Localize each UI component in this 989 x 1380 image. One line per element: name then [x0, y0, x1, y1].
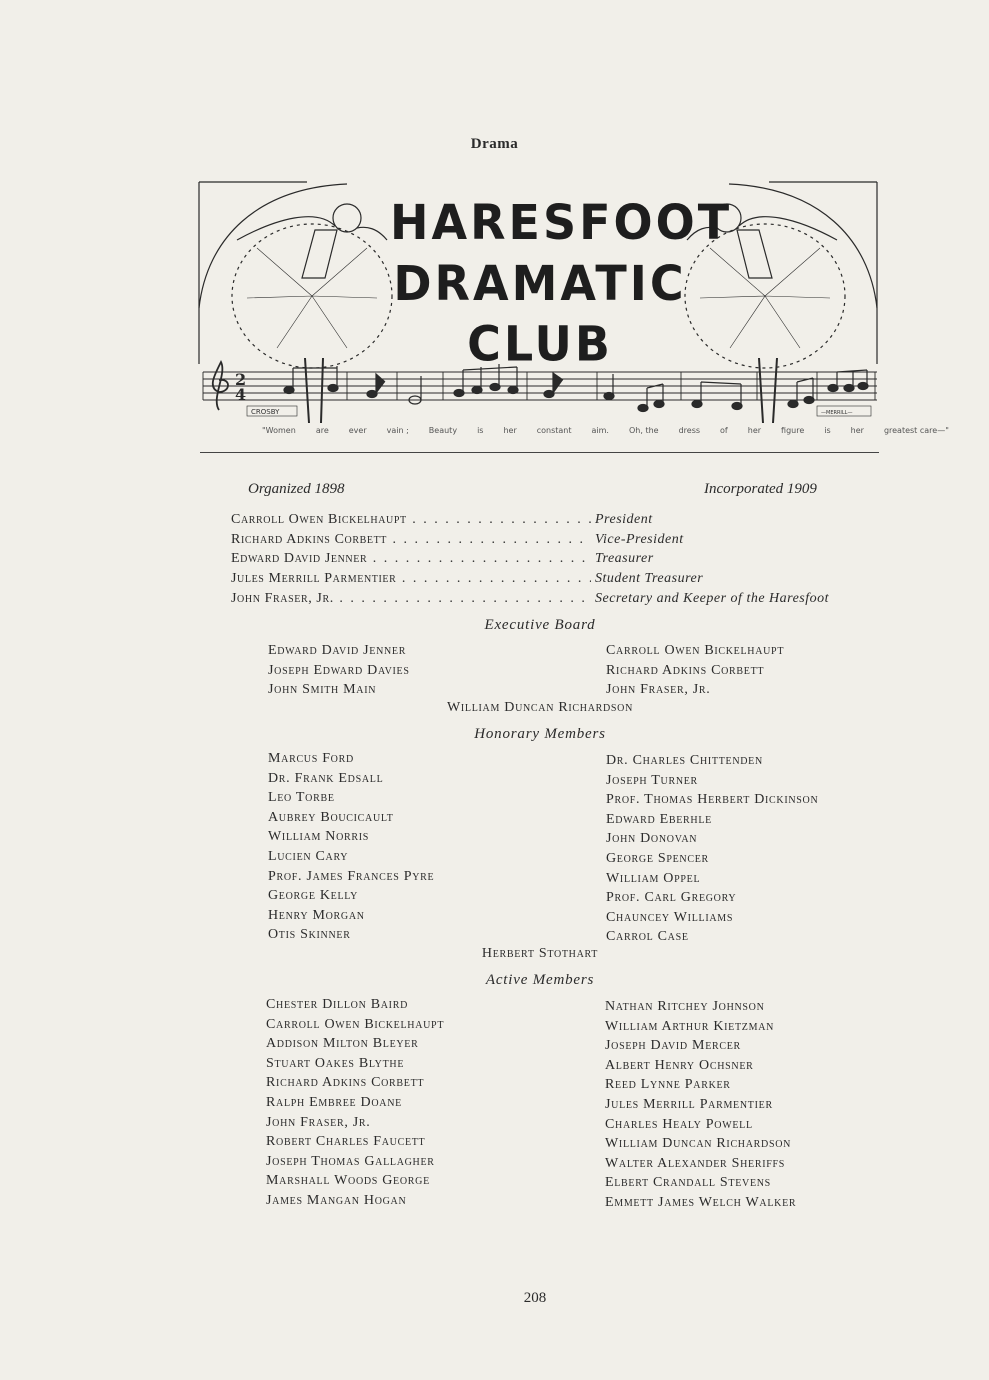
officer-title: Student Treasurer: [591, 571, 703, 591]
member-name: Charles Healy Powell: [605, 1116, 753, 1132]
lyric-word: figure: [781, 426, 805, 435]
artist-signature-right: —MERRILL—: [821, 410, 853, 416]
time-signature-bottom: 4: [235, 385, 247, 404]
member-name: Leo Torbe: [268, 790, 335, 806]
active-members-left-column: [266, 995, 444, 1211]
member-name: Lucien Cary: [268, 848, 349, 864]
member-name: Robert Charles Faucett: [266, 1134, 426, 1150]
lyric-word: is: [477, 426, 484, 435]
officer-title: Vice-President: [591, 532, 684, 552]
lyric-word: aim.: [591, 426, 609, 435]
member-name: Edward Eberhle: [606, 811, 712, 827]
member-name: Joseph Turner: [606, 772, 698, 788]
member-name: Aubrey Boucicault: [268, 809, 394, 825]
lyric-word: is: [824, 426, 831, 435]
left-dancer-head: [333, 204, 361, 232]
executive-board-right-column: [606, 641, 784, 700]
member-name: Reed Lynne Parker: [605, 1077, 731, 1093]
frame-right-arc: [729, 184, 877, 308]
active-members-heading: Active Members: [485, 972, 595, 988]
member-name: James Mangan Hogan: [266, 1192, 407, 1208]
officer-name: John Fraser, Jr. . . .: [231, 591, 591, 611]
member-name: Albert Henry Ochsner: [605, 1057, 754, 1073]
officer-name: Richard Adkins Corbett . . .: [231, 532, 591, 552]
lyric-word: her: [747, 426, 762, 435]
time-signature-top: 2: [235, 370, 247, 389]
organized-date: Organized 1898: [248, 481, 345, 497]
member-name: William Arthur Kietzman: [605, 1018, 775, 1034]
member-name: Ralph Embree Doane: [266, 1094, 402, 1110]
artist-signature-left: CROSBY: [251, 408, 280, 416]
club-title-line-2: DRAMATIC: [393, 254, 687, 312]
member-name: Marshall Woods George: [266, 1173, 430, 1189]
officer-name: Edward David Jenner . . .: [231, 551, 591, 571]
member-name: Jules Merrill Parmentier: [605, 1096, 773, 1112]
member-name: Joseph Thomas Gallagher: [266, 1153, 435, 1169]
member-name: Carrol Case: [606, 929, 689, 945]
member-name: Joseph Edward Davies: [268, 662, 410, 678]
member-name: Prof. Carl Gregory: [606, 890, 737, 906]
officer-name: Carroll Owen Bickelhaupt . . .: [231, 512, 591, 532]
member-name: Dr. Frank Edsall: [268, 770, 384, 786]
lyric-word: vain ;: [386, 426, 409, 435]
banner-rule: [200, 452, 879, 453]
officer-row: [231, 551, 891, 571]
lyric-word: dress: [678, 426, 701, 435]
club-title-line-1: HARESFOOT: [390, 193, 733, 251]
lyric-word: ever: [348, 426, 367, 435]
incorporated-date: Incorporated 1909: [704, 481, 817, 497]
executive-board-center-name: William Duncan Richardson: [446, 700, 634, 715]
officer-name: Jules Merrill Parmentier . . .: [231, 571, 591, 591]
active-members-right-column: [605, 997, 796, 1213]
member-name: Marcus Ford: [268, 751, 354, 766]
officer-row: [231, 512, 891, 532]
club-title: [390, 192, 733, 375]
member-name: William Norris: [268, 829, 370, 845]
member-name: Carroll Owen Bickelhaupt: [606, 643, 785, 658]
member-name: John Fraser, Jr.: [266, 1114, 371, 1130]
lyric-word: constant: [536, 426, 572, 435]
executive-board-heading: Executive Board: [484, 617, 596, 633]
member-name: George Kelly: [268, 888, 358, 904]
member-name: Addison Milton Bleyer: [266, 1036, 419, 1052]
honorary-members-right-column: [606, 751, 818, 947]
page-number: 208: [523, 1290, 547, 1306]
lyric-word: her: [850, 426, 864, 435]
member-name: Chester Dillon Baird: [266, 997, 408, 1012]
member-name: William Duncan Richardson: [605, 1136, 792, 1152]
honorary-members-center-name: Herbert Stothart: [481, 946, 599, 961]
member-name: Joseph David Mercer: [605, 1038, 741, 1054]
member-name: Stuart Oakes Blythe: [266, 1055, 405, 1071]
frame-left-arc: [199, 184, 347, 308]
member-name: Nathan Ritchey Johnson: [605, 999, 765, 1014]
member-name: Dr. Charles Chittenden: [606, 753, 763, 768]
member-name: Walter Alexander Sheriffs: [605, 1155, 786, 1171]
lyric-word: Oh, the: [628, 426, 659, 435]
member-name: Edward David Jenner: [268, 643, 407, 658]
member-name: John Smith Main: [268, 682, 377, 698]
lyric-word: of: [720, 426, 728, 435]
member-name: George Spencer: [606, 850, 709, 866]
member-name: Elbert Crandall Stevens: [605, 1175, 771, 1191]
member-name: Emmett James Welch Walker: [605, 1194, 797, 1210]
lyric-word: "Women: [262, 426, 296, 435]
club-title-line-3: CLUB: [467, 315, 613, 373]
member-name: Richard Adkins Corbett: [266, 1075, 425, 1091]
officer-row: [231, 532, 891, 552]
officer-row: [231, 571, 891, 591]
officer-title: President: [591, 512, 653, 532]
officer-title: Treasurer: [591, 551, 654, 571]
song-lyric: [262, 426, 949, 435]
executive-board-left-column: [268, 641, 410, 700]
running-head: Drama: [470, 136, 519, 152]
officer-title: Secretary and Keeper of the Haresfoot: [591, 591, 829, 611]
honorary-members-left-column: [268, 749, 434, 945]
member-name: Prof. James Frances Pyre: [268, 868, 435, 884]
lyric-word: her: [503, 426, 517, 435]
member-name: John Donovan: [606, 831, 698, 847]
member-name: John Fraser, Jr.: [606, 682, 711, 698]
member-name: Henry Morgan: [268, 907, 365, 923]
lyric-word: greatest care—": [883, 426, 949, 435]
lyric-word: are: [315, 426, 329, 435]
member-name: Richard Adkins Corbett: [606, 662, 765, 678]
member-name: Prof. Thomas Herbert Dickinson: [606, 792, 819, 808]
member-name: Chauncey Williams: [606, 909, 734, 925]
honorary-members-heading: Honorary Members: [474, 726, 606, 742]
member-name: Otis Skinner: [268, 927, 351, 943]
member-name: William Oppel: [606, 870, 701, 886]
member-name: Carroll Owen Bickelhaupt: [266, 1016, 445, 1032]
officer-row: [231, 591, 891, 611]
lyric-word: Beauty: [428, 426, 458, 435]
